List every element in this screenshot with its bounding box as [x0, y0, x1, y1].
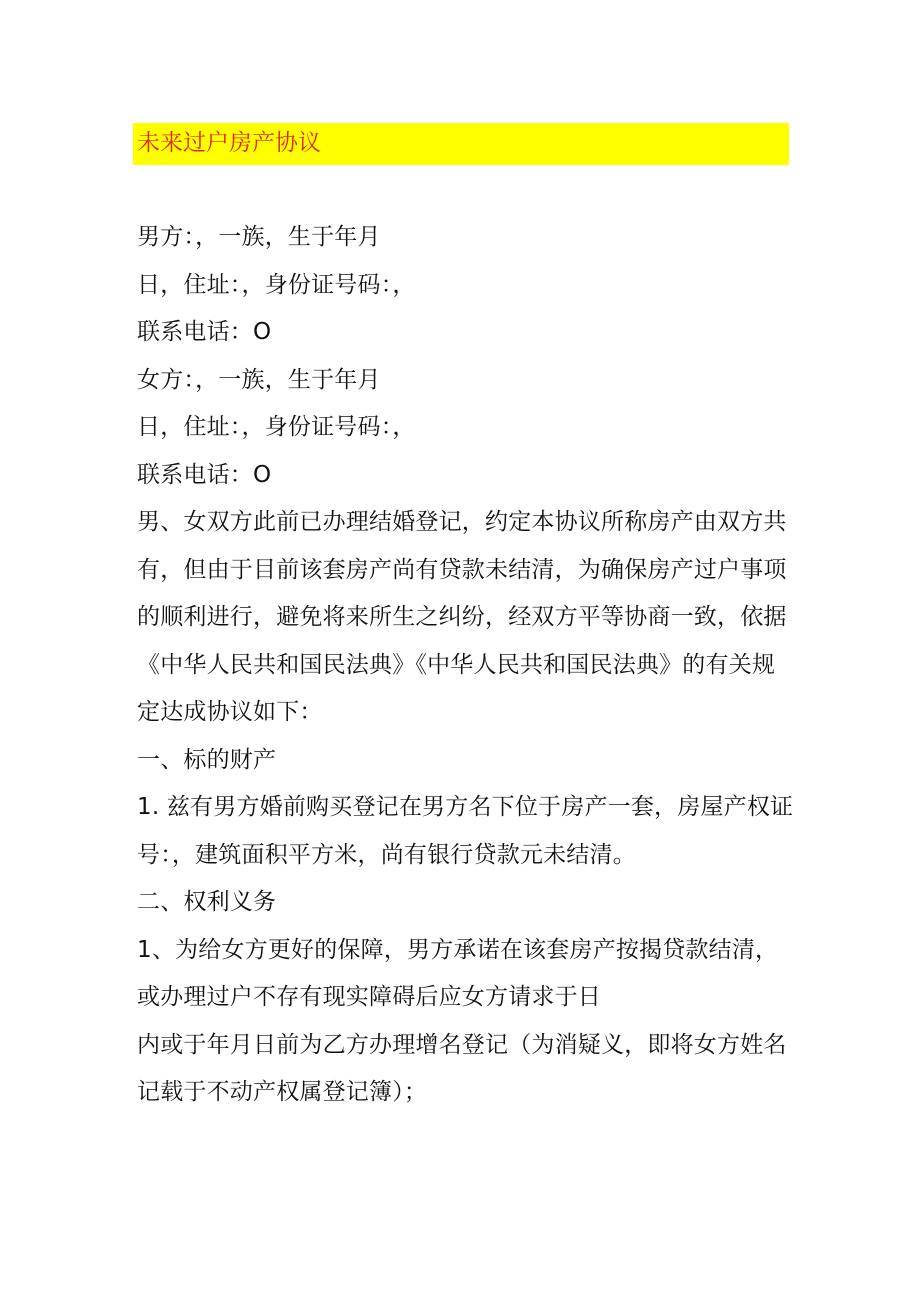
paragraph-line: 有，但由于目前该套房产尚有贷款未结清，为确保房产过户事项	[137, 556, 787, 583]
paragraph-line: 内或于年月日前为乙方办理增名登记（为消疑义，即将女方姓名	[137, 1031, 787, 1058]
paragraph-line: 日，住址：，身份证号码：，	[137, 271, 416, 298]
paragraph-line: 联系电话：O	[137, 319, 272, 345]
document-body	[137, 214, 797, 1117]
paragraph-line: 《中华人民共和国民法典》《中华人民共和国民法典》的有关规	[137, 651, 776, 678]
paragraph-line: 日，住址：，身份证号码：，	[137, 414, 416, 440]
paragraph-line: 的顺利进行，避免将来所生之纠纷，经双方平等协商一致，依据	[137, 604, 787, 630]
paragraph-line: 1、为给女方更好的保障，男方承诺在该套房产按揭贷款结清，	[137, 936, 779, 963]
paragraph-line: 女方：，一族，生于年月	[137, 366, 381, 393]
paragraph-line: 男、女双方此前已办理结婚登记，约定本协议所称房产由双方共	[137, 509, 787, 535]
paragraph-line: 1. 兹有男方婚前购买登记在男方名下位于房产一套，房屋产权证	[137, 794, 794, 820]
section-heading: 二、权利义务	[137, 889, 277, 915]
paragraph-line: 联系电话：O	[137, 461, 272, 488]
paragraph-line: 男方：，一族，生于年月	[137, 224, 381, 250]
title-highlight	[133, 123, 789, 165]
paragraph-line: 记载于不动产权属登记簿）；	[137, 1079, 428, 1105]
section-heading: 一、标的财产	[137, 746, 277, 773]
paragraph-line: 号：，建筑面积平方米，尚有银行贷款元未结清。	[137, 841, 636, 868]
paragraph-line: 定达成协议如下：	[137, 699, 323, 725]
paragraph-line: 或办理过户不存有现实障碍后应女方请求于日	[137, 984, 601, 1010]
document-title: 未来过户房产协议	[137, 130, 321, 156]
